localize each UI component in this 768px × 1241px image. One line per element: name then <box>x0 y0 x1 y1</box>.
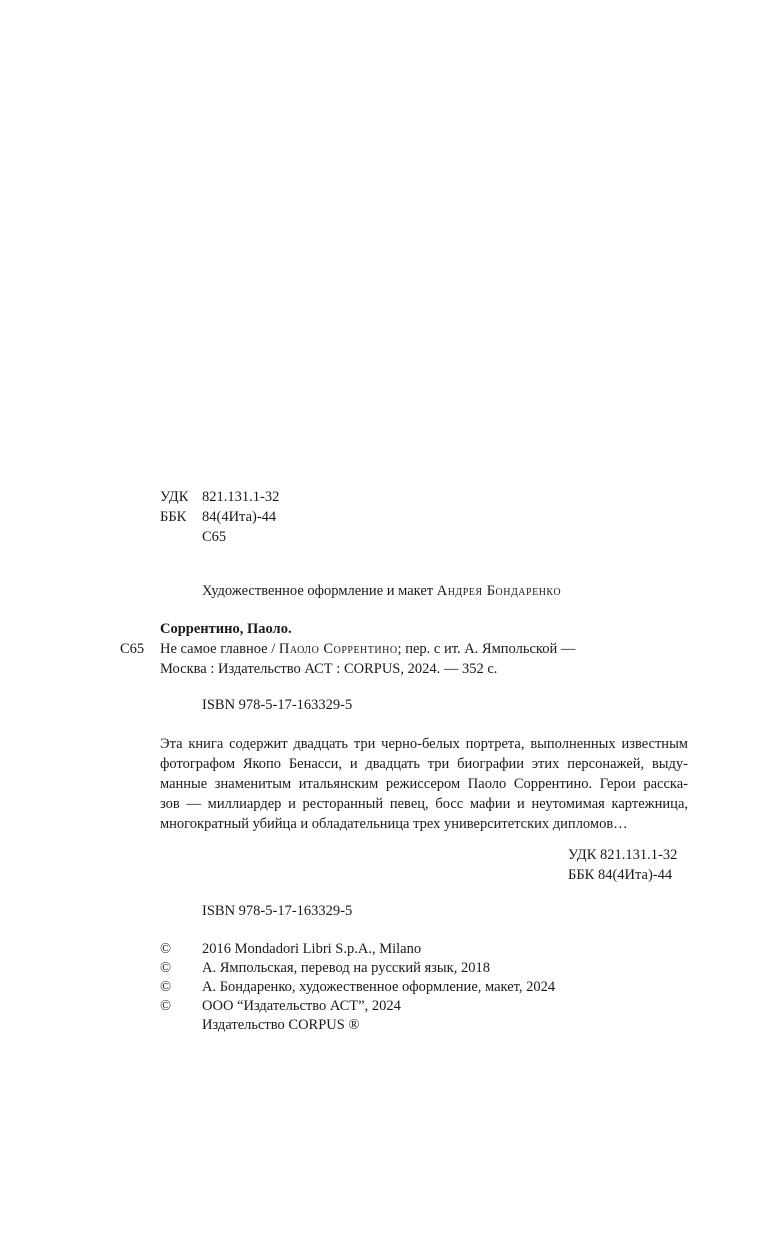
design-credit <box>202 582 561 601</box>
title-line <box>160 640 575 659</box>
copyright-text: А. Ямпольская, перевод на русский язык, 2018 <box>202 960 490 976</box>
copyright-symbol: © <box>160 979 172 995</box>
annotation-line: зов — миллиардер и ресторанный певец, босс мафии и неутомимая картежница, <box>160 796 688 812</box>
index-udk: УДК 821.131.1-32 <box>568 847 678 863</box>
copyright-text: ООО “Издательство АСТ”, 2024 <box>202 998 401 1014</box>
design-credit-prefix: Художественное оформление и макет <box>202 583 434 599</box>
designer-name: Андрея Бондаренко <box>436 583 562 599</box>
publisher-mark: Издательство CORPUS ® <box>202 1017 360 1033</box>
index-bbk: ББК 84(4Ита)-44 <box>568 867 673 883</box>
annotation-line: фотографом Якопо Бенасси, и двадцать три биографии этих персонажей, выду- <box>160 756 688 772</box>
bbk-value: 84(4Ита)-44 <box>202 509 277 525</box>
bbk-label: ББК <box>160 509 187 525</box>
author-mark: С65 <box>202 529 227 545</box>
copyright-text: 2016 Mondadori Libri S.p.A., Milano <box>202 941 422 957</box>
title-prefix: Не самое главное / <box>160 641 279 657</box>
annotation-line: манные знаменитым итальянским режиссером Паоло Соррентино. Герои расска- <box>160 776 688 792</box>
record-isbn: ISBN 978-5-17-163329-5 <box>202 697 353 713</box>
annotation <box>160 734 688 834</box>
record-author-mark: С65 <box>120 641 145 657</box>
annotation-line: Эта книга содержит двадцать три черно-белых портрета, выполненных известным <box>160 736 688 752</box>
footer-isbn: ISBN 978-5-17-163329-5 <box>202 903 353 919</box>
annotation-line: многократный убийца и обладательница трех университетских дипломов… <box>160 816 628 832</box>
copyright-symbol: © <box>160 941 172 957</box>
author-heading: Соррентино, Паоло. <box>160 621 292 637</box>
copyright-symbol: © <box>160 998 172 1014</box>
udk-label: УДК <box>160 489 189 505</box>
copyright-text: А. Бондаренко, художественное оформление, макет, 2024 <box>202 979 556 995</box>
copyright-symbol: © <box>160 960 172 976</box>
author-name: Паоло Соррентино <box>278 641 398 657</box>
imprint-line: Москва : Издательство АСТ : CORPUS, 2024. — 352 с. <box>160 661 498 677</box>
udk-value: 821.131.1-32 <box>202 489 280 505</box>
title-suffix: ; пер. с ит. А. Ямпольской — <box>397 641 576 657</box>
